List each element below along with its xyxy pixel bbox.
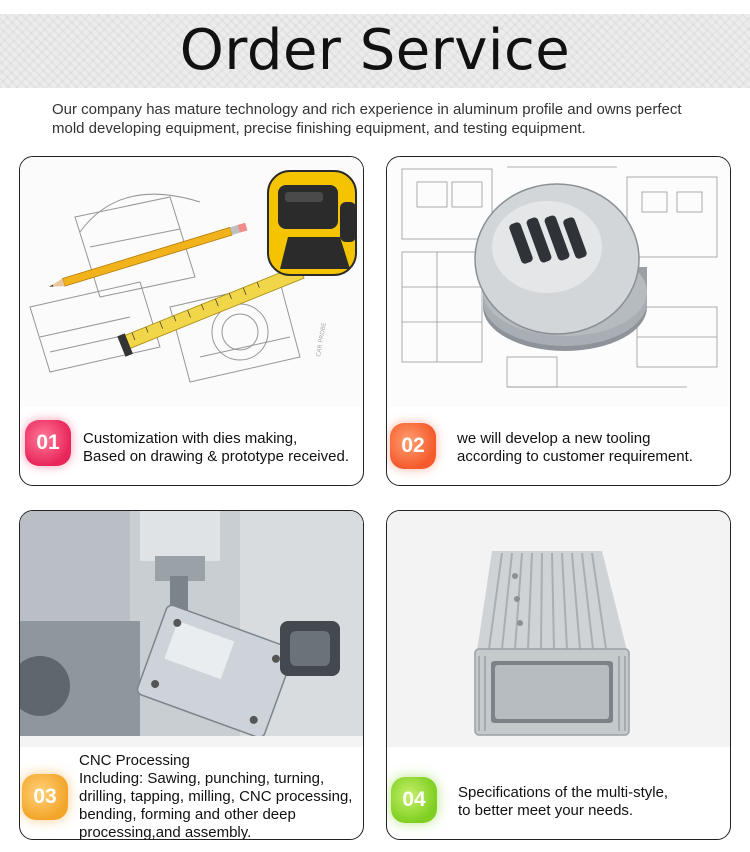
step-badge-02: 02: [390, 423, 436, 469]
tape-measure-blueprint-image: [20, 157, 363, 407]
caption-line: bending, forming and other deep: [79, 806, 296, 823]
page-title: Order Service: [179, 18, 571, 83]
card-caption: [457, 430, 693, 466]
caption-line: to better meet your needs.: [458, 802, 634, 819]
caption-line: Based on drawing & prototype received.: [83, 448, 349, 465]
step-badge-01: 01: [25, 420, 71, 466]
cnc-machining-image: [20, 511, 363, 747]
card-caption: [458, 784, 668, 820]
card-caption: [83, 430, 349, 466]
service-card-2: [386, 156, 731, 486]
caption-line: according to customer requirement.: [457, 448, 693, 465]
card-caption: [79, 752, 352, 840]
step-badge-03: 03: [22, 774, 68, 820]
intro-line: Our company has mature technology and rich experience in aluminum profile and owns perfect: [52, 101, 682, 118]
caption-line: we will develop a new tooling: [457, 430, 651, 447]
caption-line: Including: Sawing, punching, turning,: [79, 770, 325, 787]
caption-line: processing,and assembly.: [79, 824, 252, 840]
caption-line: drilling, tapping, milling, CNC processing,: [79, 788, 353, 805]
aluminum-die-blueprint-image: [387, 157, 730, 407]
caption-line: Specifications of the multi-style,: [458, 784, 669, 801]
aluminum-enclosure-image: [387, 511, 730, 747]
service-card-3: [19, 510, 364, 840]
intro-line: mold developing equipment, precise finishing equipment, and testing equipment.: [52, 120, 586, 137]
intro-text: [52, 100, 722, 138]
step-badge-04: 04: [391, 777, 437, 823]
caption-line: Customization with dies making,: [83, 430, 298, 447]
svg-text:CAR PROBE: CAR PROBE: [315, 321, 329, 358]
service-card-4: [386, 510, 731, 840]
service-card-1: [19, 156, 364, 486]
caption-line: CNC Processing: [79, 752, 190, 769]
